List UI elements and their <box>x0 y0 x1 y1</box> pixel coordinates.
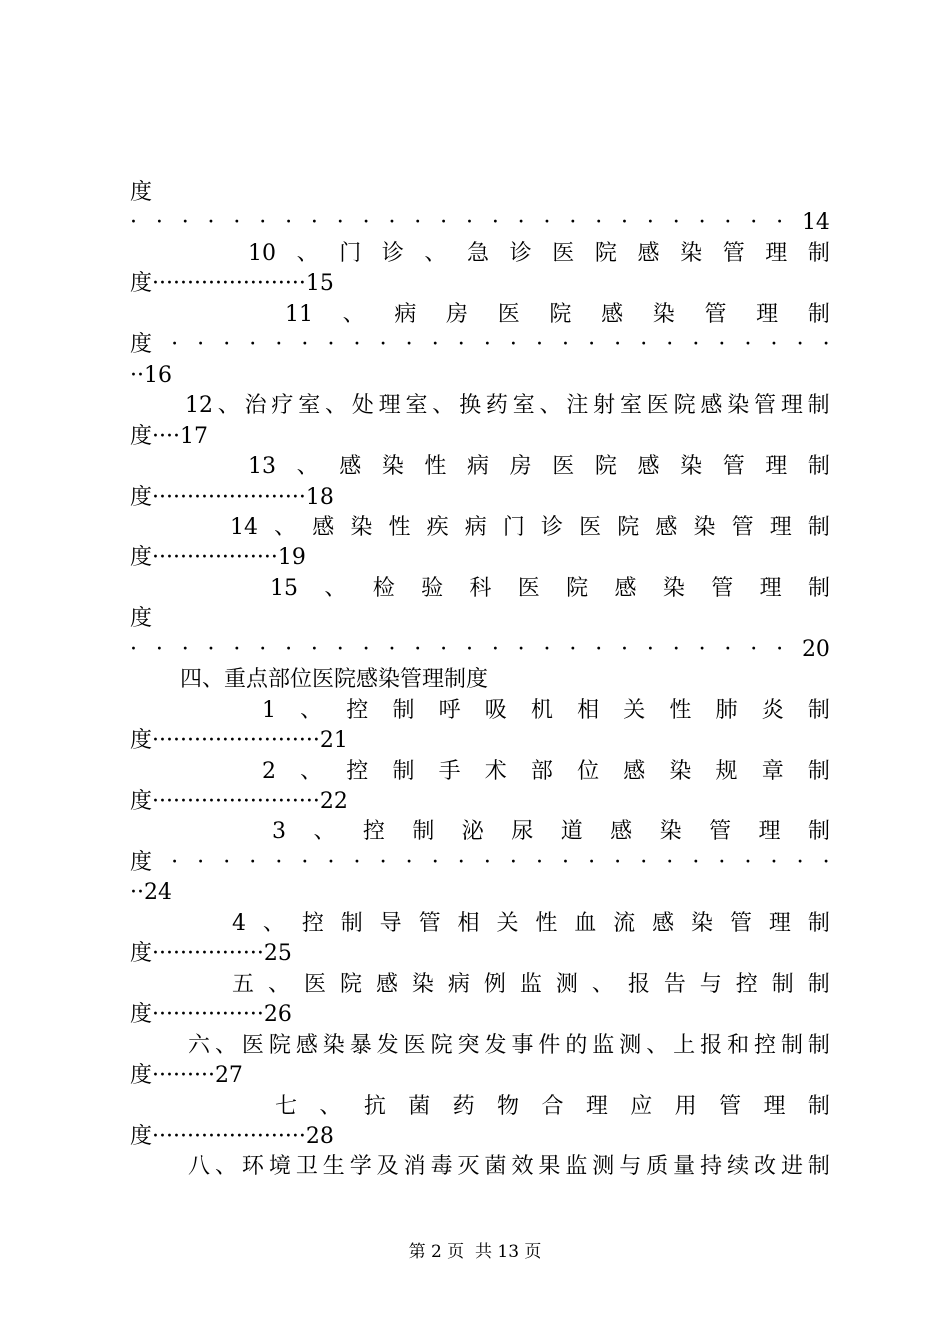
toc-line: 度················26 <box>130 1002 292 1028</box>
toc-line: ··24 <box>130 880 172 906</box>
toc-line: 四、重点部位医院感染管理制度 <box>180 667 489 693</box>
toc-line: 度························21 <box>130 728 348 754</box>
toc-line: 度······················18 <box>130 484 334 510</box>
toc-line: 七 、 抗 菌 药 物 合 理 应 用 管 理 制 <box>275 1093 830 1119</box>
toc-line: 度····17 <box>130 423 208 449</box>
toc-line: 2 、 控 制 手 术 部 位 感 染 规 章 制 <box>262 758 830 784</box>
toc-line: 14 、 感 染 性 疾 病 门 诊 医 院 感 染 管 理 制 <box>230 514 830 540</box>
toc-line: 11 、 病 房 医 院 感 染 管 理 制 <box>285 301 830 327</box>
toc-line: 12 、 治 疗 室 、 处 理 室 、 换 药 室 、 注 射 室 医 院 感 染 管 理 制 <box>185 393 830 419</box>
toc-line: 15 、 检 验 科 医 院 感 染 管 理 制 <box>270 575 830 601</box>
toc-line: 五 、 医 院 感 染 病 例 监 测 、 报 告 与 控 制 制 <box>232 971 830 997</box>
toc-line: 度·········27 <box>130 1063 243 1089</box>
toc-line: 度························22 <box>130 789 348 814</box>
toc-line: 六 、 医 院 感 染 暴 发 医 院 突 发 事 件 的 监 测 、 上 报 和 控 制 制 <box>188 1032 830 1058</box>
toc-line: · · · · · · · · · · · · · · · · · · · · · · · · · · 20 <box>130 636 830 662</box>
toc-line: 度······················15 <box>130 271 334 297</box>
toc-line: 度 <box>130 606 153 632</box>
toc-line: 度··················19 <box>130 545 306 571</box>
page-footer: 第 2 页 共 13 页 <box>408 1242 542 1262</box>
toc-line: 度 <box>130 180 153 205</box>
toc-line: 度 · · · · · · · · · · · · · · · · · · · · · · · · · · <box>130 332 830 358</box>
toc-line: · · · · · · · · · · · · · · · · · · · · · · · · · · 14 <box>130 210 830 236</box>
toc-line: 度······················28 <box>130 1123 334 1149</box>
toc-line: 4 、 控 制 导 管 相 关 性 血 流 感 染 管 理 制 <box>232 910 830 936</box>
toc-line: 八 、 环 境 卫 生 学 及 消 毒 灭 菌 效 果 监 测 与 质 量 持 续 改 进 制 <box>188 1154 830 1180</box>
toc-line: ··16 <box>130 362 172 388</box>
toc-line: 度················25 <box>130 941 292 967</box>
toc-line: 1 、 控 制 呼 吸 机 相 关 性 肺 炎 制 <box>262 697 830 723</box>
toc-line: 13 、 感 染 性 病 房 医 院 感 染 管 理 制 <box>248 454 830 480</box>
toc-line: 10 、 门 诊 、 急 诊 医 院 感 染 管 理 制 <box>248 240 830 266</box>
toc-line: 3 、 控 制 泌 尿 道 感 染 管 理 制 <box>272 819 830 845</box>
toc-line: 度 · · · · · · · · · · · · · · · · · · · · · · · · · · <box>130 849 830 875</box>
